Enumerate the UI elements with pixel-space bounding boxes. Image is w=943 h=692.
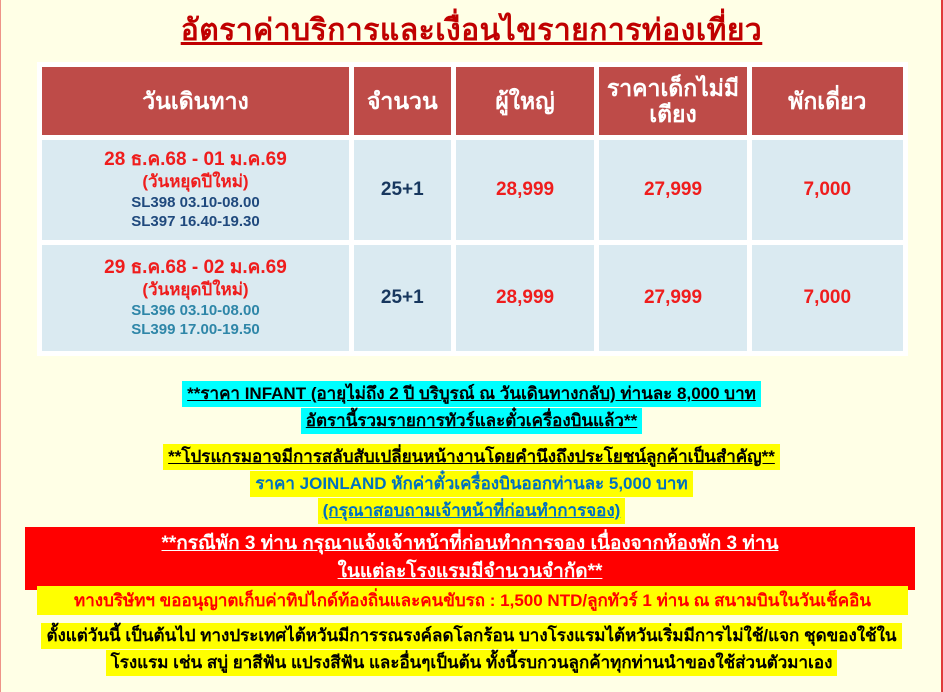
child-price-value: 27,999 — [643, 287, 703, 308]
group-size-value: 25+1 — [380, 179, 424, 200]
triple-room-line1: **กรณีพัก 3 ท่าน กรุณาแจ้งเจ้าหน้าที่ก่อนทำการจอง เนื่องจากห้องพัก 3 ท่าน — [161, 533, 779, 554]
outbound-flight: SL396 03.10-08.00 — [131, 301, 260, 319]
child-price-value: 27,999 — [643, 179, 703, 200]
program-conditions-note — [0, 444, 943, 525]
tip-fee-text: ทางบริษัทฯ ขออนุญาตเก็บค่าทิปไกด์ท้องถิ่นและคนขับรถ : 1,500 NTD/ลูกทัวร์ 1 ท่าน ณ สนามบินในวันเช็คอิน — [74, 591, 871, 610]
infant-note-line1: **ราคา INFANT (อายุไม่ถึง 2 ปี บริบูรณ์ ณ วันเดินทางกลับ) ท่านละ 8,000 บาท — [182, 381, 761, 407]
holiday-label: (วันหยุดปีใหม่) — [142, 280, 249, 300]
joinland-contact-note: (กรุณาสอบถามเจ้าหน้าที่ก่อนทำการจอง) — [318, 498, 626, 524]
column-header-child-no-bed: ราคาเด็กไม่มีเตียง — [599, 67, 746, 135]
page-title: อัตราค่าบริการและเงื่อนไขรายการท่องเที่ยว — [180, 14, 763, 47]
column-header-group-size: จำนวน — [354, 67, 451, 135]
price-table-container — [37, 62, 908, 356]
departure-date: 28 ธ.ค.68 - 01 ม.ค.69 — [104, 149, 287, 171]
hotel-amenities-note — [0, 623, 943, 677]
program-change-note: **โปรแกรมอาจมีการสลับสับเปลี่ยนหน้างานโดยคำนึงถึงประโยชน์ลูกค้าเป็นสำคัญ** — [163, 444, 780, 470]
table-row — [42, 140, 903, 240]
departure-date: 29 ธ.ค.68 - 02 ม.ค.69 — [104, 257, 287, 279]
adult-price-cell — [456, 245, 595, 351]
column-header-travel-date: วันเดินทาง — [42, 67, 349, 135]
table-header-row — [42, 67, 903, 135]
column-header-adult-price: ผู้ใหญ่ — [456, 67, 595, 135]
date-cell — [42, 245, 349, 351]
column-header-single-room: พักเดี่ยว — [752, 67, 903, 135]
date-cell — [42, 140, 349, 240]
amenities-line1: ตั้งแต่วันนี้ เป็นต้นไป ทางประเทศไต้หวันมีการรณรงค์ลดโลกร้อน บางโรงแรมไต้หวันเริ่มมีการไม่ใช้/แจก ชุดของใช้ใน — [41, 623, 901, 649]
child-price-cell — [599, 245, 746, 351]
single-room-value: 7,000 — [803, 287, 852, 308]
single-room-cell — [752, 245, 903, 351]
price-table — [37, 62, 908, 356]
child-price-cell — [599, 140, 746, 240]
table-row — [42, 245, 903, 351]
triple-room-line2: ในแต่ละโรงแรมมีจำนวนจำกัด** — [337, 561, 603, 582]
tip-fee-bar — [37, 586, 908, 615]
holiday-label: (วันหยุดปีใหม่) — [142, 172, 249, 192]
single-room-cell — [752, 140, 903, 240]
adult-price-value: 28,999 — [495, 179, 555, 200]
amenities-line2: โรงแรม เช่น สบู่ ยาสีฟัน แปรงสีฟัน และอื่นๆเป็นต้น ทั้งนี้รบกวนลูกค้าทุกท่านนำของใช้ส่วนตัวมาเอง — [106, 650, 838, 676]
infant-note-line2: อัตรานี้รวมรายการทัวร์และตั๋วเครื่องบินแล้ว** — [301, 408, 642, 434]
outbound-flight: SL398 03.10-08.00 — [131, 193, 260, 211]
infant-price-note — [0, 381, 943, 435]
adult-price-cell — [456, 140, 595, 240]
single-room-value: 7,000 — [803, 179, 852, 200]
group-size-cell — [354, 140, 451, 240]
page-border-left — [0, 0, 1, 692]
joinland-price-note: ราคา JOINLAND หักค่าตั๋วเครื่องบินออกท่านละ 5,000 บาท — [250, 471, 692, 497]
adult-price-value: 28,999 — [495, 287, 555, 308]
triple-room-banner — [25, 527, 915, 590]
return-flight: SL399 17.00-19.50 — [131, 321, 260, 339]
group-size-cell — [354, 245, 451, 351]
group-size-value: 25+1 — [380, 287, 424, 308]
return-flight: SL397 16.40-19.30 — [131, 213, 260, 231]
